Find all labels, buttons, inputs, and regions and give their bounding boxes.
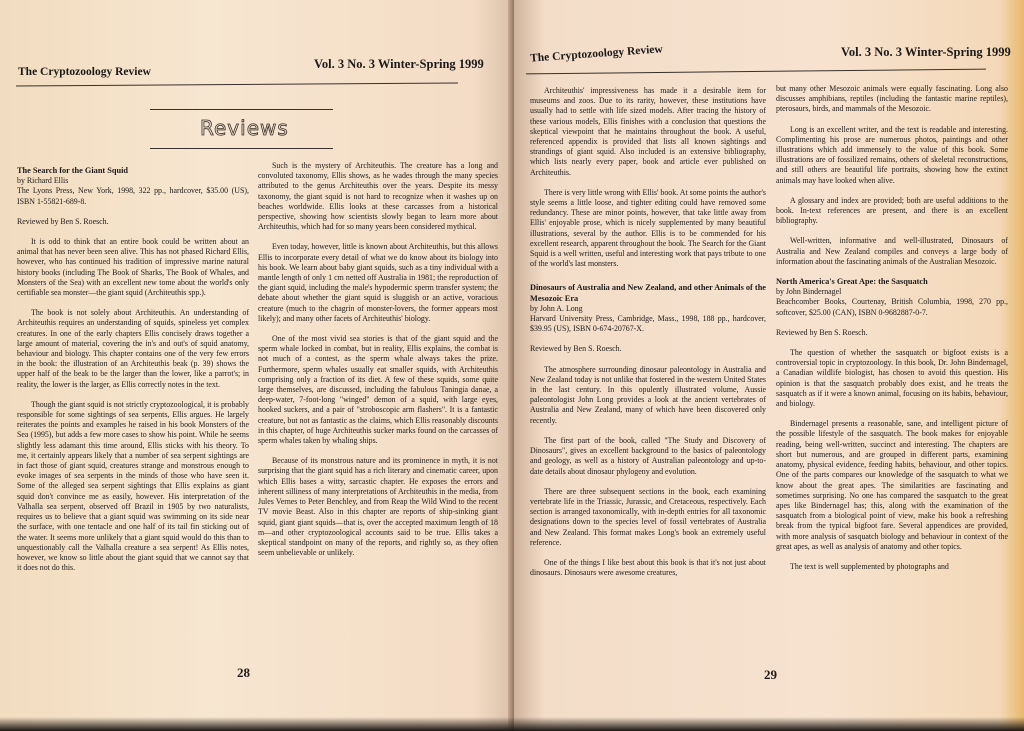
paragraph: One of the things I like best about this book is that it's not just about dinosaurs. Dinosaurs were awesome creatures,: [530, 557, 766, 578]
review-title: North America's Great Ape: the Sasquatch: [776, 277, 928, 287]
issue-label: Vol. 3 No. 3 Winter-Spring 1999: [841, 45, 1011, 59]
paragraph: The question of whether the sasquatch or bigfoot exists is a controversial topic in cryptozoology. In this book, Dr. John Bindernagel, a Canadian wildlife biologist, has chosen to avoid this question. His opinion is that the sasquatch probably does exist, and he treats the sasquatch as if it were a known animal, focusing on its habits, behaviour, and biology.: [776, 348, 1008, 409]
paragraph: Well-written, informative and well-illustrated, Dinosaurs of Australia and New Zealand compiles and conveys a large body of information about the fascinating animals of the Australian Mesozoic.: [776, 236, 1008, 266]
review-publisher: Beachcomber Books, Courtenay, British Columbia, 1998, 270 pp., softcover, $25.00 (CAN), ISBN 0-9682887-0-7.: [776, 297, 1008, 317]
paragraph: There are three subsequent sections in the book, each examining vertebrate life in the Triassic, Jurassic, and Cretaceous, respectively. Each section is arranged taxonomically, with in-depth entries for all taxonomic designations down to the species level of fossil vertebrates of Australia and New Zealand. This format makes Long's book an extremely useful reference.: [530, 486, 766, 547]
review-title: The Search for the Giant Squid: [17, 166, 129, 175]
section-rule-top: [150, 109, 333, 110]
table-surface: [0, 717, 1024, 731]
paragraph: Architeuthis' impressiveness has made it a desirable item for museums and zoos. Due to its rarity, however, these institutions have usually had to settle with life sized models. After tracing the history of these various models, Ellis finishes with a conclusion that questions the skeptical viewpoint that he maintains throughout the book. A useful, referenced appendix is provided that lists all known sightings and strandings of giant squid. Also included is an extensive bibliography, which lists nearly every paper, book and article ever published on Architeuthis.: [530, 86, 766, 177]
paragraph: Long is an excellent writer, and the text is readable and interesting. Complimenting his prose are numerous photos, paintings and other illustrations which add immensely to the value of this book. Some illustrations are of fossilized remains, others of skeletal reconstructions, and still others are beautiful life portraits, showing how the extinct animals may have looked when alive.: [776, 124, 1008, 185]
right-column-1: [530, 86, 766, 588]
paragraph: Though the giant squid is not strictly cryptozoological, it is probably responsible for some sightings of sea serpents, Ellis argues. He largely reiterates the points and examples he raised in his book Monsters of the Sea (1995), but adds a few more cases to show his point. While he seems slightly less adamant this time around, Ellis sticks with his theory. To me, it certainly appears likely that a number of sea serpent sightings are in fact those of giant squid, creatures strange and monstrous enough to evoke images of sea serpents in the minds of those who have seen it. Some of the alleged sea serpent sightings that Ellis explains as giant squid don't convince me as easily, however. His interpretation of the Valhalla sea serpent, observed off Brazil in 1905 by two naturalists, requires us to believe that a giant squid was swimming on its side near the surface, with one tentacle and one half of its tail fin sticking out of the water. It seems more unlikely that a giant squid would do this than to unquestionably call the Valhalla creature a sea serpent! As Ellis notes, however, we know so little about the giant squid that we cannot say that it does not do this.: [17, 399, 249, 573]
section-title: Reviews: [200, 116, 289, 140]
paragraph: but many other Mesozoic animals were equally fascinating. Long also discusses amphibians, reptiles (including the fantastic marine reptiles), pterosaurs, birds, and mammals of the Mesozoic.: [776, 84, 1008, 114]
right-column-2: [776, 84, 1008, 582]
paragraph: It is odd to think that an entire book could be written about an animal that has never been seen alive. This has not phased Richard Ellis, however, who has continued his tradition of impressive marine natural history books (including The Book of Sharks, The Book of Whales, and Monsters of the Sea) with an excellent new tome about the world's only certifiable sea monster—the giant squid (Architeuthis spp.).: [17, 237, 249, 298]
header-rule: [16, 82, 458, 86]
left-column-1: [17, 166, 249, 583]
paragraph: The book is not solely about Architeuthis. An understanding of Architeuthis requires an understanding of squids, spineless yet complex creatures. In one of the early chapters Ellis concisely draws together a large amount of material, covering the in's and out's of squid anatomy, behaviour and biology. This chapter contains one of the very few errors in the book: the illustration of an Architeuthis beak (p. 39) shows the upper half of the beak to be the larger than the lower, like a parrot's; in reality, the lower is the larger, as Ellis correctly notes in the text.: [17, 308, 249, 389]
reviewer: Reviewed by Ben S. Roesch.: [530, 344, 622, 354]
header-rule: [526, 69, 986, 75]
paragraph: Even today, however, little is known about Architeuthis, but this allows Ellis to incorporate every detail of what we do know about its biology into his book. We learn about baby giant squids, such as a tiny individual with a mantle length of only 1 cm netted off Australia in 1981; the reproduction of the giant squid, including the male's hypodermic sperm transfer system; the debate about whether the giant squid is sluggish or an active, voracious creature (much to the chagrin of monster-lovers, the former appears most likely); and many other facets of Architeuthis' biology.: [258, 242, 498, 323]
review-title: Dinosaurs of Australia and New Zealand, and other Animals of the Mesozoic Era: [530, 283, 766, 303]
reviewer: Reviewed by Ben S. Roesch.: [776, 327, 868, 337]
issue-label: Vol. 3 No. 3 Winter-Spring 1999: [314, 57, 484, 71]
journal-title: The Cryptozoology Review: [18, 66, 151, 78]
paragraph: Such is the mystery of Architeuthis. The creature has a long and convoluted taxonomy, Ellis shows, as he wades through the many species attributed to the genus Architeuthis over the years. Despite its messy taxonomy, the giant squid is not hard to recognize when it washes up on beaches worldwide. Ellis looks at these carcasses from a historical perspective, showing how scientists slowly began to learn more about Architeuthis, which had for so many years been considered mythical.: [258, 161, 498, 232]
page-number: 29: [764, 667, 777, 682]
reviewer: Reviewed by Ben S. Roesch.: [17, 216, 109, 226]
page-number: 28: [237, 665, 250, 680]
review-author: by John Bindernagel: [776, 287, 842, 297]
section-rule-bottom: [150, 148, 333, 149]
review-author: by John A. Long: [530, 303, 583, 313]
review-author: by Richard Ellis: [17, 176, 69, 186]
paragraph: The atmosphere surrounding dinosaur paleontology in Australia and New Zealand today is not unlike that fostered in the western United States in the last century. In this opulently illustrated volume, Aussie paleontologist John Long provides a look at the ancient vertebrates of Australia and New Zealand, many of which have been discovered only recently.: [530, 364, 766, 425]
paragraph: A glossary and index are provided; both are useful additions to the book. In-text references are present, and there is an excellent bibliography.: [776, 195, 1008, 226]
left-column-2: [258, 161, 498, 568]
review-publisher: The Lyons Press, New York, 1998, 322 pp., hardcover, $35.00 (US), ISBN 1-55821-689-8.: [17, 186, 249, 206]
paragraph: Because of its monstrous nature and its prominence in myth, it is not surprising that the giant squid has a rich literary and cinematic career, upon which Ellis bases a witty, sarcastic chapter. He exposes the errors and inherent silliness of many interpretations of Architeuthis in the media, from Jules Vernes to Peter Benchley, and from Reap the Wild Wind to the recent TV movie Beast. Also in this chapter are reports of ship-sinking giant squid, giant giant squids—that is, over the accepted maximum length of 18 m—and other cryptozoological accounts said to be true. Ellis takes a skeptical standpoint on many of the reports, and rightly so, as they often seem unbelievable or unlikely.: [258, 456, 498, 558]
review-publisher: Harvard University Press, Cambridge, Mass., 1998, 188 pp., hardcover, $39.95 (US), ISBN 0-674-20767-X.: [530, 314, 766, 334]
paragraph: One of the most vivid sea stories is that of the giant squid and the sperm whale locked in combat, but in reality, Ellis explains, the combat is not much of a contest, as the sperm whale always takes the prize. Furthermore, sperm whales usually eat smaller squids, with Architeuthis comprising only a fraction of its diet. A few of these squids, some quite large themselves, are discussed, including the fabulous Taningia danae, a deep-water, 7-foot-long "winged" demon of a squid, with large eyes, hooked suckers, and a pair of "stroboscopic arm flashers". It is a fantastic creature, but not as fantastic as the claims, which Ellis reasonably discounts in this chapter, of huge Architeuthis sucker marks found on the carcasses of sperm whales taken by whaling ships.: [258, 334, 498, 446]
paragraph: The first part of the book, called "The Study and Discovery of Dinosaurs", gives an excellent background to the basics of paleontology and geology, as well as a history of Australian paleontology and up-to-date details about dinosaur phylogeny and evolution.: [530, 435, 766, 476]
journal-title: The Cryptozoology Review: [529, 43, 664, 65]
right-page: [514, 0, 1024, 731]
paragraph: The text is well supplemented by photographs and: [790, 561, 949, 571]
paragraph: There is very little wrong with Ellis' book. At some points the author's style seems a little loose, and tighter editing could have removed some redundancy. These are minor points, however, that take little away from Ellis' enjoyable prose, which is nicely supplemented by many beautiful illustrations, several by the author. Ellis is to be commended for his excellent research, apparent throughout the book. The Search for the Giant Squid is a well written, useful and interesting work that pays tribute to one of the world's last monsters.: [530, 187, 766, 269]
paragraph: Bindernagel presents a reasonable, sane, and intelligent picture of the possible lifestyle of the sasquatch. The book makes for enjoyable reading, being well-written, succinct and interesting. The chapters are short but numerous, and are grouped in different parts, examining anatomy, physical evidence, feeding habits, behaviour, and other topics. One of the parts compares our knowledge of the sasquatch to what we know about the great apes. The similarities are fascinating and sometimes surprising. No one has compared the sasquatch to the great apes like Bindernagel has; this, along with the examination of the sasquatch from a biological point of view, make his book a refreshing break from the typical bigfoot fare. Several appendices are provided, with more analysis of sasquatch biology and behaviour in context of the great apes, as well as analysis of anatomy and other topics.: [776, 419, 1008, 551]
